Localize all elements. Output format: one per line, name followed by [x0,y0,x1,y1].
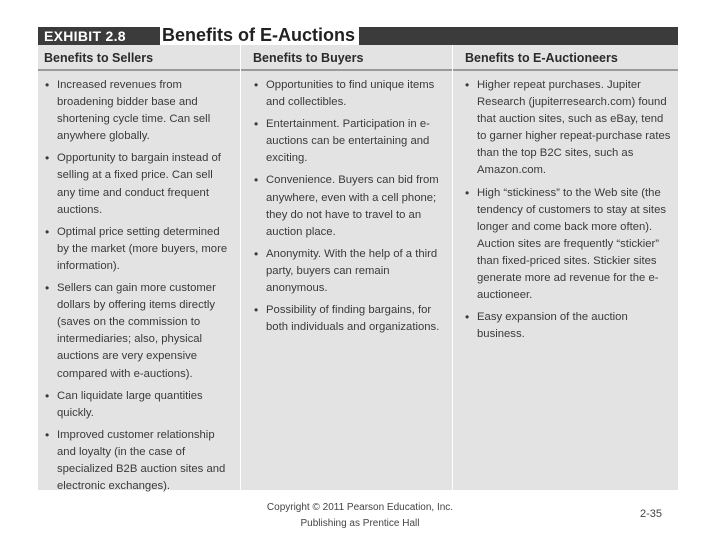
bullet-icon: • [254,78,259,92]
exhibit-label: EXHIBIT 2.8 [44,28,126,44]
list-item [43,388,231,422]
bullet-icon: • [465,185,470,200]
list-item [43,77,231,145]
list-item-text: High “stickiness” to the Web site (the tendency of customers to stay at sites longer and come back more often). Auction sites are frequently “stickier” than fixed-priced sites. Stickier sites generate more ad revenue for the e-auctioneer. [477,186,666,302]
bullet-icon: • [465,310,470,325]
list-item-text: Higher repeat purchases. Jupiter Research (jupiterresearch.com) found that auction sites, such as eBay, tend to garner higher repeat-purchase rates than the top B2C sites, such as Amazon.com. [477,79,671,177]
list-item-text: Sellers can gain more customer dollars by offering items directly (saves on the commission to intermediaries; also, physical auctions are very expensive compared with e-auctions). [57,282,216,380]
column-divider [452,45,453,490]
list-item-text: Easy expansion of the auction business. [477,311,628,341]
column-header-buyers: Benefits to Buyers [253,51,364,65]
copyright-notice [240,500,480,532]
list-item [43,150,231,218]
bullet-icon: • [254,246,259,261]
sellers-column [43,77,231,500]
bullet-icon: • [45,224,50,239]
list-item-text: Convenience. Buyers can bid from anywhere, even with a cell phone; they do not have to travel to an auction place. [266,174,439,238]
list-item-text: Optimal price setting determined by the market (more buyers, more information). [57,225,228,272]
bullet-icon: • [254,303,259,318]
list-item [252,246,442,297]
list-item [43,224,231,275]
exhibit-title-bar [38,27,678,45]
exhibit-table [38,25,678,493]
bullet-icon: • [45,151,50,166]
column-header-sellers: Benefits to Sellers [44,51,154,65]
list-item [463,309,673,343]
list-item [252,116,442,167]
list-item [463,77,673,180]
list-item [43,427,231,495]
list-item-text: Anonymity. With the help of a third party, buyers can remain anonymous. [266,247,438,295]
bullet-icon: • [45,388,50,403]
exhibit-title: Benefits of E-Auctions [160,25,359,45]
page-number: 2-35 [640,508,663,520]
list-item-text: Opportunities to find unique items and collectibles. [266,79,435,109]
bullet-icon: • [254,117,259,132]
list-item-text: Can liquidate large quantities quickly. [57,389,203,419]
list-item-text: Improved customer relationship and loyalty (in the case of specialized B2B auction sites and electronic exchanges). [57,428,226,493]
sellers-benefits-list [43,77,231,495]
list-item-text: Increased revenues from broadening bidder base and shortening cycle time. Can sell anywhere globally. [57,79,211,143]
buyers-benefits-list [252,77,442,336]
buyers-column [252,77,442,341]
column-divider [240,45,241,490]
column-header-e-auctioneers: Benefits to E-Auctioneers [465,51,618,65]
list-item [43,280,231,383]
list-item-text: Opportunity to bargain instead of selling at a fixed price. Can sell any time and conduct frequent auctions. [57,152,221,216]
bullet-icon: • [45,281,50,296]
list-item-text: Possibility of finding bargains, for both individuals and organizations. [266,304,440,334]
bullet-icon: • [254,173,259,188]
bullet-icon: • [45,78,50,92]
list-item [252,172,442,240]
list-item [463,185,673,305]
bullet-icon: • [465,78,470,92]
e-auctioneers-column [463,77,673,348]
bullet-icon: • [45,427,50,442]
header-divider [38,69,678,71]
list-item [252,302,442,336]
list-item-text: Entertainment. Participation in e-auctions can be entertaining and exciting. [266,118,430,165]
copyright-line: Publishing as Prentice Hall [300,518,420,529]
e-auctioneers-benefits-list [463,77,673,343]
list-item [252,77,442,111]
copyright-line: Copyright © 2011 Pearson Education, Inc. [266,502,454,513]
